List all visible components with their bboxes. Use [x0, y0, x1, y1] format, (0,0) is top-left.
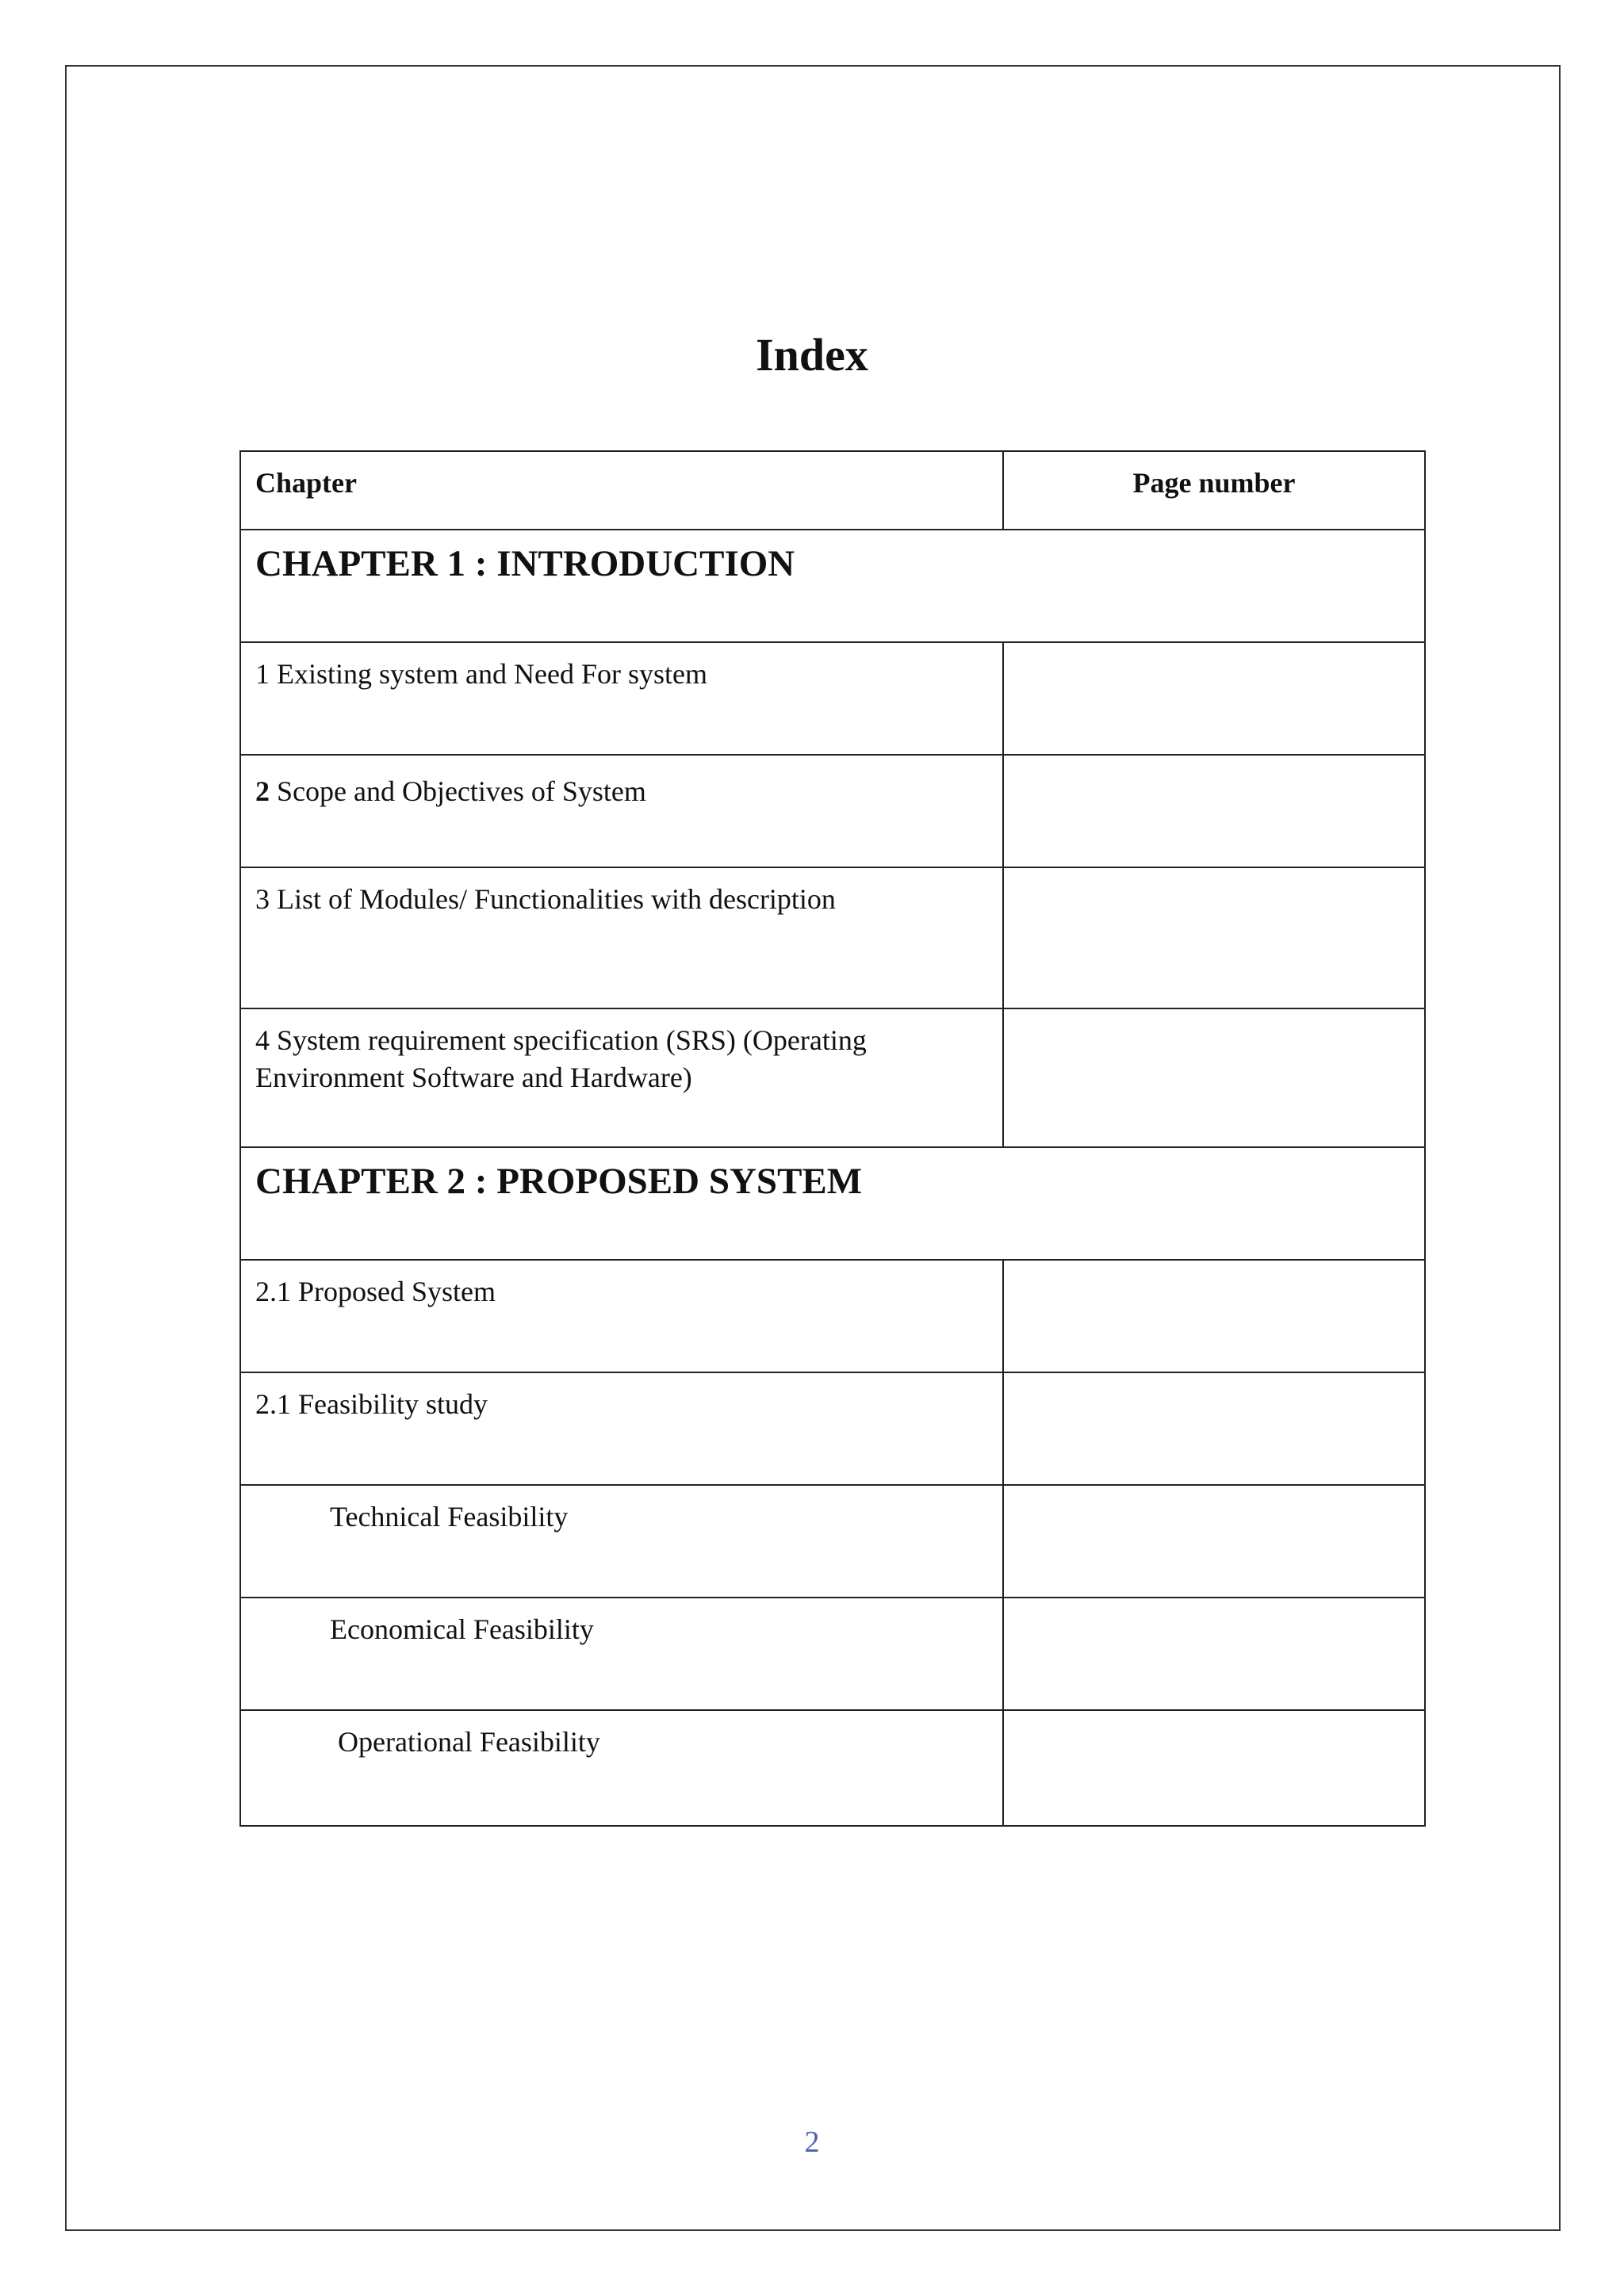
row-text-cell [240, 1710, 1003, 1826]
row-text-cell [240, 1008, 1003, 1147]
row-page-cell [1003, 1710, 1425, 1826]
row-page [1004, 1598, 1424, 1611]
page-number: 2 [804, 2126, 820, 2159]
row-page [1004, 868, 1424, 881]
table-row [240, 755, 1425, 867]
table-row [240, 1008, 1425, 1147]
row-text: 2.1 Feasibility study [255, 1388, 488, 1420]
row-number: 1 [255, 658, 270, 690]
row-text [241, 756, 1002, 810]
row-page-cell [1003, 1008, 1425, 1147]
row-label: System requirement specification (SRS) (Operating Environment Software and Hardware) [255, 1024, 867, 1093]
table-row [240, 1710, 1425, 1826]
chapter-row [240, 530, 1425, 642]
page-title: Index [756, 329, 868, 381]
row-label: Existing system and Need For system [270, 658, 707, 690]
row-page [1004, 1486, 1424, 1498]
row-text-cell [240, 1485, 1003, 1598]
table-row [240, 867, 1425, 1008]
chapter-row [240, 1147, 1425, 1260]
table-row [240, 1260, 1425, 1372]
header-page-number: Page number [1132, 467, 1296, 499]
row-number: 3 [255, 883, 270, 915]
row-text: 2.1 Proposed System [255, 1276, 496, 1307]
row-page-cell [1003, 1372, 1425, 1485]
row-number: 4 [255, 1024, 270, 1056]
row-text [241, 1009, 1002, 1096]
chapter-1-title: CHAPTER 1 : INTRODUCTION [255, 543, 795, 584]
row-text-cell [240, 1372, 1003, 1485]
table-row [240, 1485, 1425, 1598]
row-text-cell [240, 867, 1003, 1008]
header-chapter-cell [240, 451, 1003, 530]
table-row [240, 642, 1425, 755]
row-label: Scope and Objectives of System [270, 775, 646, 807]
row-page [1004, 643, 1424, 656]
row-page-cell [1003, 1260, 1425, 1372]
row-label: List of Modules/ Functionalities with description [270, 883, 836, 915]
row-page [1004, 1711, 1424, 1724]
row-page-cell [1003, 867, 1425, 1008]
row-text: Technical Feasibility [330, 1501, 569, 1533]
header-page-cell [1003, 451, 1425, 530]
row-page-cell [1003, 642, 1425, 755]
header-chapter: Chapter [255, 467, 357, 499]
row-text [241, 868, 1002, 918]
chapter-2-title: CHAPTER 2 : PROPOSED SYSTEM [255, 1161, 863, 1202]
row-text-cell [240, 755, 1003, 867]
row-page-cell [1003, 1485, 1425, 1598]
row-text-cell [240, 1260, 1003, 1372]
row-page [1004, 1261, 1424, 1273]
chapter-cell [240, 1147, 1425, 1260]
table-header-row [240, 451, 1425, 530]
row-page-cell [1003, 755, 1425, 867]
row-page [1004, 1009, 1424, 1022]
row-page [1004, 1373, 1424, 1386]
chapter-cell [240, 530, 1425, 642]
row-text-cell [240, 1598, 1003, 1710]
row-number: 2 [255, 775, 270, 807]
row-page [1004, 756, 1424, 768]
table-row [240, 1372, 1425, 1485]
row-text [241, 643, 1002, 693]
table-row [240, 1598, 1425, 1710]
row-text: Economical Feasibility [330, 1613, 594, 1645]
row-text-cell [240, 642, 1003, 755]
row-text: Operational Feasibility [338, 1726, 600, 1758]
index-table [239, 450, 1426, 1827]
row-page-cell [1003, 1598, 1425, 1710]
